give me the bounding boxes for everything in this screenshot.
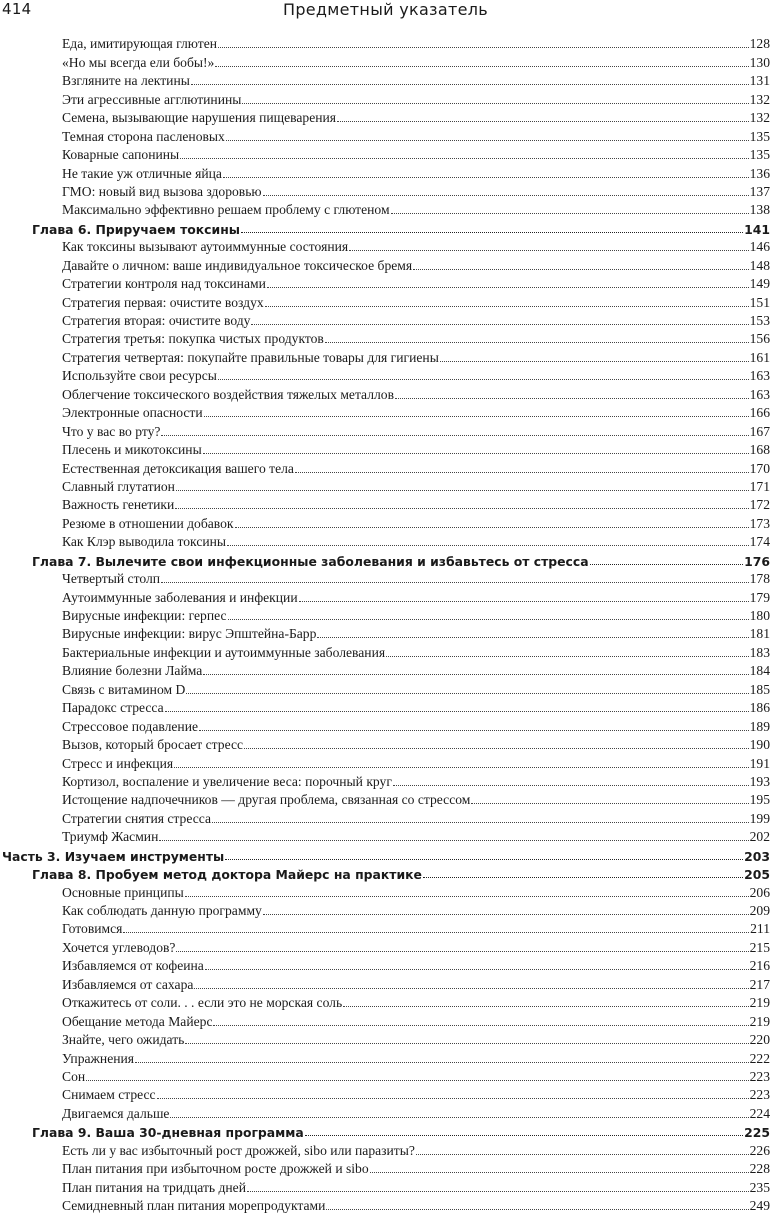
- dot-leader: [370, 1171, 749, 1173]
- toc-entry-page: 137: [749, 183, 770, 199]
- dot-leader: [590, 563, 744, 565]
- dot-leader: [86, 1079, 748, 1081]
- dot-leader: [191, 83, 749, 85]
- dot-leader: [265, 305, 749, 307]
- page-header: [0, 0, 771, 24]
- toc-section-entry: [0, 182, 771, 200]
- toc-entry-title: Коварные сапонины: [62, 147, 180, 163]
- toc-entry-page: 153: [749, 313, 770, 328]
- dot-leader: [251, 323, 748, 325]
- toc-section-entry: [0, 311, 771, 329]
- dot-leader: [471, 802, 748, 804]
- dot-leader: [391, 212, 749, 214]
- toc-entry-page: 132: [749, 91, 770, 107]
- toc-entry-title: Как токсины вызывают аутоиммунные состояния: [62, 239, 349, 255]
- dot-leader: [395, 397, 749, 399]
- toc-entry-page: 138: [749, 202, 770, 218]
- toc-entry-page: 219: [749, 1013, 770, 1029]
- toc-section-entry: [0, 1159, 771, 1177]
- toc-section-entry: [0, 716, 771, 734]
- toc-section-entry: [0, 661, 771, 679]
- toc-entry-page: 174: [749, 534, 770, 550]
- toc-section-entry: [0, 237, 771, 255]
- dot-leader: [325, 341, 749, 343]
- dot-leader: [247, 1190, 749, 1192]
- toc-entry-page: 180: [749, 608, 770, 623]
- toc-entry-page: 222: [749, 1050, 770, 1066]
- toc-entry-title: Как Клэр выводила токсины: [62, 534, 227, 550]
- toc-chapter-entry: [0, 864, 771, 882]
- dot-leader: [199, 729, 749, 731]
- toc-section-entry: [0, 1048, 771, 1066]
- toc-entry-page: 167: [749, 423, 770, 439]
- toc-entry-title: Стрессовое подавление: [62, 718, 199, 734]
- toc-entry-title: Сон: [62, 1068, 86, 1084]
- dot-leader: [263, 913, 749, 915]
- toc-section-entry: [0, 292, 771, 310]
- dot-leader: [337, 120, 749, 122]
- toc-entry-page: 216: [749, 958, 770, 974]
- toc-entry-page: 131: [749, 73, 770, 89]
- toc-section-entry: [0, 108, 771, 126]
- toc-section-entry: [0, 974, 771, 992]
- toc-section-entry: [0, 919, 771, 937]
- dot-leader: [165, 710, 749, 712]
- dot-leader: [218, 378, 749, 380]
- dot-leader: [185, 1042, 748, 1044]
- toc-section-entry: [0, 1085, 771, 1103]
- toc-entry-page: 161: [749, 349, 770, 365]
- toc-section-entry: [0, 937, 771, 955]
- toc-entry-page: 228: [749, 1161, 770, 1177]
- toc-entry-page: 226: [749, 1142, 770, 1158]
- toc-entry-page: 168: [749, 442, 770, 458]
- toc-entry-title: Глава 6. Приручаем токсины: [32, 221, 240, 237]
- running-title: Предметный указатель: [283, 0, 488, 19]
- table-of-contents: [0, 34, 771, 1214]
- dot-leader: [194, 987, 748, 989]
- toc-entry-page: 135: [749, 147, 770, 163]
- dot-leader: [244, 747, 749, 749]
- toc-entry-page: 183: [749, 644, 770, 660]
- dot-leader: [423, 876, 743, 878]
- toc-entry-title: Стратегия третья: покупка чистых продуктов: [62, 331, 324, 347]
- toc-section-entry: [0, 587, 771, 605]
- dot-leader: [175, 507, 748, 509]
- toc-chapter-entry: [0, 550, 771, 568]
- toc-section-entry: [0, 790, 771, 808]
- dot-leader: [225, 858, 743, 860]
- toc-section-entry: [0, 274, 771, 292]
- toc-section-entry: [0, 679, 771, 697]
- dot-leader: [299, 600, 749, 602]
- toc-entry-page: 148: [749, 257, 770, 273]
- dot-leader: [161, 581, 749, 583]
- toc-entry-page: 224: [749, 1105, 770, 1121]
- dot-leader: [263, 194, 749, 196]
- toc-entry-title: Глава 9. Ваша 30-дневная программа: [32, 1125, 304, 1141]
- toc-entry-page: 141: [744, 221, 770, 237]
- dot-leader: [305, 1134, 743, 1136]
- toc-section-entry: [0, 1177, 771, 1195]
- toc-entry-title: Основные принципы: [62, 884, 184, 900]
- toc-entry-title: Стратегия вторая: очистите воду: [62, 313, 251, 328]
- toc-entry-title: Парадокс стресса: [62, 700, 164, 716]
- toc-entry-title: Что у вас во рту?: [62, 423, 161, 439]
- toc-section-entry: [0, 1196, 771, 1214]
- toc-entry-page: 163: [749, 386, 770, 402]
- toc-entry-title: Упражнения: [62, 1050, 135, 1066]
- toc-entry-page: 163: [749, 368, 770, 384]
- toc-entry-title: ГМО: новый вид вызова здоровью: [62, 183, 262, 199]
- dot-leader: [176, 489, 749, 491]
- toc-section-entry: [0, 329, 771, 347]
- dot-leader: [123, 931, 749, 933]
- toc-section-entry: [0, 1140, 771, 1158]
- toc-entry-title: Аутоиммунные заболевания и инфекции: [62, 589, 298, 605]
- dot-leader: [157, 1097, 749, 1099]
- toc-section-entry: [0, 255, 771, 273]
- toc-entry-title: Бактериальные инфекции и аутоиммунные заболевания: [62, 644, 386, 660]
- toc-section-entry: [0, 440, 771, 458]
- dot-leader: [180, 157, 748, 159]
- toc-entry-page: 215: [749, 939, 770, 955]
- toc-entry-page: 195: [749, 792, 770, 808]
- toc-entry-page: 225: [744, 1125, 770, 1141]
- toc-section-entry: [0, 956, 771, 974]
- toc-entry-title: Связь с витамином D: [62, 681, 186, 697]
- toc-entry-title: Стратегия первая: очистите воздух: [62, 294, 264, 310]
- toc-entry-title: Резюме в отношении добавок: [62, 515, 234, 531]
- toc-entry-page: 193: [749, 773, 770, 789]
- toc-entry-title: Хочется углеводов?: [62, 939, 176, 955]
- toc-entry-page: 203: [744, 848, 770, 864]
- toc-section-entry: [0, 606, 771, 624]
- toc-entry-page: 217: [749, 976, 770, 992]
- dot-leader: [203, 673, 748, 675]
- dot-leader: [242, 102, 748, 104]
- dot-leader: [413, 268, 748, 270]
- toc-entry-title: Глава 7. Вылечите свои инфекционные заболевания и избавьтесь от стресса: [32, 553, 589, 569]
- toc-entry-page: 189: [749, 718, 770, 734]
- toc-entry-page: 199: [749, 810, 770, 826]
- toc-section-entry: [0, 735, 771, 753]
- toc-entry-page: 173: [749, 515, 770, 531]
- toc-entry-title: Вирусные инфекции: герпес: [62, 608, 227, 623]
- toc-part-entry: [0, 845, 771, 863]
- toc-entry-title: План питания при избыточном росте дрожжей и sibo: [62, 1161, 369, 1177]
- toc-entry-page: 130: [749, 54, 770, 70]
- dot-leader: [317, 636, 748, 638]
- toc-entry-title: Эти агрессивные агглютинины: [62, 91, 242, 107]
- dot-leader: [386, 655, 749, 657]
- dot-leader: [213, 1024, 748, 1026]
- toc-entry-page: 156: [749, 331, 770, 347]
- toc-entry-title: Готовимся: [62, 921, 123, 937]
- toc-section-entry: [0, 1103, 771, 1121]
- dot-leader: [135, 1061, 749, 1063]
- toc-entry-title: Избавляемся от сахара: [62, 976, 194, 992]
- dot-leader: [349, 249, 748, 251]
- dot-leader: [185, 895, 749, 897]
- toc-section-entry: [0, 772, 771, 790]
- toc-entry-page: 191: [749, 755, 770, 771]
- toc-entry-page: 219: [749, 995, 770, 1011]
- toc-entry-title: Электронные опасности: [62, 405, 203, 421]
- toc-section-entry: [0, 163, 771, 181]
- toc-section-entry: [0, 901, 771, 919]
- toc-entry-title: Плесень и микотоксины: [62, 442, 202, 458]
- toc-section-entry: [0, 495, 771, 513]
- toc-entry-title: Кортизол, воспаление и увеличение веса: порочный круг: [62, 773, 392, 789]
- dot-leader: [228, 618, 749, 620]
- toc-entry-title: Истощение надпочечников — другая проблема, связанная со стрессом: [62, 792, 471, 808]
- toc-entry-page: 176: [744, 553, 770, 569]
- toc-entry-page: 235: [749, 1179, 770, 1195]
- toc-section-entry: [0, 126, 771, 144]
- toc-section-entry: [0, 458, 771, 476]
- toc-entry-title: Часть 3. Изучаем инструменты: [2, 848, 225, 864]
- toc-section-entry: [0, 827, 771, 845]
- toc-entry-page: 205: [744, 867, 770, 883]
- toc-entry-title: Семидневный план питания морепродуктами: [62, 1198, 326, 1213]
- dot-leader: [203, 452, 749, 454]
- toc-entry-title: Облегчение токсического воздействия тяжелых металлов: [62, 386, 394, 402]
- toc-entry-page: 132: [749, 110, 770, 126]
- toc-entry-page: 179: [749, 589, 770, 605]
- toc-entry-page: 220: [749, 1032, 770, 1048]
- toc-entry-title: Триумф Жасмин: [62, 829, 159, 845]
- toc-entry-page: 135: [749, 128, 770, 144]
- toc-chapter-entry: [0, 218, 771, 236]
- toc-entry-title: Темная сторона пасленовых: [62, 128, 225, 144]
- toc-entry-title: Обещание метода Майерс: [62, 1013, 213, 1029]
- toc-entry-title: Максимально эффективно решаем проблему с глютеном: [62, 202, 390, 218]
- toc-entry-title: Четвертый столп: [62, 571, 161, 587]
- toc-section-entry: [0, 366, 771, 384]
- toc-section-entry: [0, 200, 771, 218]
- dot-leader: [161, 434, 748, 436]
- dot-leader: [226, 139, 749, 141]
- toc-entry-page: 151: [749, 294, 770, 310]
- toc-entry-page: 186: [749, 700, 770, 716]
- toc-section-entry: [0, 642, 771, 660]
- toc-entry-page: 223: [749, 1087, 770, 1103]
- toc-entry-title: Взгляните на лектины: [62, 73, 190, 89]
- toc-entry-title: Стресс и инфекция: [62, 755, 174, 771]
- toc-section-entry: [0, 698, 771, 716]
- toc-entry-title: Влияние болезни Лайма: [62, 663, 203, 679]
- toc-section-entry: [0, 89, 771, 107]
- toc-entry-page: 209: [749, 903, 770, 918]
- toc-entry-title: Как соблюдать данную программу: [62, 903, 262, 918]
- toc-entry-page: 149: [749, 276, 770, 292]
- dot-leader: [223, 176, 749, 178]
- toc-entry-title: Еда, имитирующая глютен: [62, 36, 218, 52]
- dot-leader: [170, 1116, 748, 1118]
- dot-leader: [205, 968, 749, 970]
- toc-entry-page: 249: [749, 1198, 770, 1213]
- toc-entry-title: Естественная детоксикация вашего тела: [62, 460, 294, 476]
- toc-chapter-entry: [0, 1122, 771, 1140]
- toc-section-entry: [0, 569, 771, 587]
- toc-entry-title: Двигаемся дальше: [62, 1105, 170, 1121]
- toc-entry-title: Глава 8. Пробуем метод доктора Майерс на практике: [32, 867, 422, 883]
- toc-entry-page: 181: [749, 626, 770, 642]
- toc-entry-page: 128: [749, 36, 770, 52]
- toc-section-entry: [0, 403, 771, 421]
- toc-entry-page: 211: [750, 921, 770, 937]
- toc-entry-title: Вызов, который бросает стресс: [62, 737, 244, 753]
- toc-section-entry: [0, 421, 771, 439]
- toc-section-entry: [0, 71, 771, 89]
- toc-entry-title: Давайте о личном: ваше индивидуальное токсическое бремя: [62, 257, 413, 273]
- toc-entry-page: 223: [749, 1068, 770, 1084]
- dot-leader: [218, 46, 749, 48]
- dot-leader: [174, 766, 749, 768]
- toc-entry-page: 172: [749, 497, 770, 513]
- toc-entry-title: Откажитесь от соли. . . если это не морская соль: [62, 995, 343, 1011]
- dot-leader: [235, 526, 749, 528]
- dot-leader: [416, 1153, 749, 1155]
- toc-entry-page: 190: [749, 737, 770, 753]
- toc-entry-page: 146: [749, 239, 770, 255]
- toc-section-entry: [0, 384, 771, 402]
- toc-entry-page: 171: [749, 478, 770, 494]
- toc-entry-title: План питания на тридцать дней: [62, 1179, 246, 1195]
- dot-leader: [204, 415, 749, 417]
- dot-leader: [326, 1208, 748, 1210]
- dot-leader: [295, 471, 749, 473]
- dot-leader: [343, 1005, 748, 1007]
- toc-entry-title: Важность генетики: [62, 497, 175, 513]
- toc-entry-title: Стратегии снятия стресса: [62, 810, 211, 826]
- toc-entry-page: 206: [749, 884, 770, 900]
- dot-leader: [440, 360, 749, 362]
- toc-section-entry: [0, 1011, 771, 1029]
- toc-section-entry: [0, 347, 771, 365]
- dot-leader: [176, 950, 748, 952]
- toc-section-entry: [0, 1030, 771, 1048]
- toc-section-entry: [0, 1067, 771, 1085]
- toc-entry-page: 185: [749, 681, 770, 697]
- toc-section-entry: [0, 753, 771, 771]
- toc-entry-page: 178: [749, 571, 770, 587]
- toc-section-entry: [0, 993, 771, 1011]
- dot-leader: [393, 784, 749, 786]
- toc-entry-page: 166: [749, 405, 770, 421]
- toc-entry-title: Славный глутатион: [62, 478, 175, 494]
- dot-leader: [267, 286, 749, 288]
- toc-entry-title: Не такие уж отличные яйца: [62, 165, 222, 181]
- toc-entry-page: 170: [749, 460, 770, 476]
- dot-leader: [212, 821, 749, 823]
- dot-leader: [241, 231, 743, 233]
- toc-entry-title: Вирусные инфекции: вирус Эпштейна-Барр: [62, 626, 317, 642]
- toc-entry-title: Снимаем стресс: [62, 1087, 156, 1103]
- toc-section-entry: [0, 624, 771, 642]
- dot-leader: [215, 65, 748, 67]
- dot-leader: [159, 839, 748, 841]
- toc-entry-title: Есть ли у вас избыточный рост дрожжей, sibo или паразиты?: [62, 1142, 415, 1158]
- toc-section-entry: [0, 882, 771, 900]
- toc-section-entry: [0, 477, 771, 495]
- toc-entry-title: Семена, вызывающие нарушения пищеварения: [62, 110, 337, 126]
- dot-leader: [227, 544, 749, 546]
- toc-entry-title: Знайте, чего ожидать: [62, 1032, 185, 1048]
- page-number: 414: [2, 0, 32, 18]
- toc-section-entry: [0, 513, 771, 531]
- toc-section-entry: [0, 52, 771, 70]
- toc-entry-title: Стратегии контроля над токсинами: [62, 276, 266, 292]
- toc-entry-page: 202: [749, 829, 770, 845]
- toc-entry-page: 136: [749, 165, 770, 181]
- toc-section-entry: [0, 532, 771, 550]
- toc-entry-title: Избавляемся от кофеина: [62, 958, 204, 974]
- toc-entry-page: 184: [749, 663, 770, 679]
- toc-entry-title: Используйте свои ресурсы: [62, 368, 217, 384]
- toc-section-entry: [0, 145, 771, 163]
- toc-entry-title: «Но мы всегда ели бобы!»: [62, 54, 215, 70]
- toc-section-entry: [0, 808, 771, 826]
- toc-entry-title: Стратегия четвертая: покупайте правильные товары для гигиены: [62, 349, 439, 365]
- toc-section-entry: [0, 34, 771, 52]
- dot-leader: [186, 692, 748, 694]
